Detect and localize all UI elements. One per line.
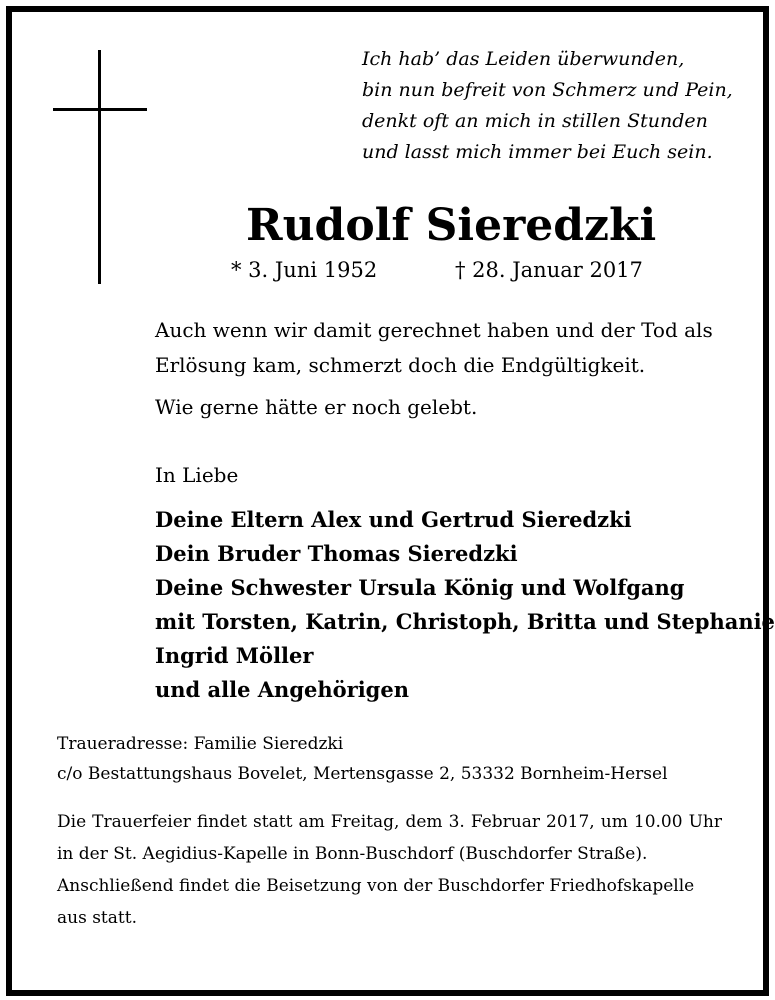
address-line: Traueradresse: Familie Sieredzki bbox=[57, 734, 344, 754]
ceremony-paragraph: Die Trauerfeier findet statt am Freitag, dem 3. Februar 2017, um 10.00 Uhr in der St. Aegidius-Kapelle in Bonn-Buschdorf (Buschdorfer Straße). bbox=[57, 812, 722, 864]
mourner-line: mit Torsten, Katrin, Christoph, Britta und Stephanie bbox=[155, 609, 775, 634]
poem bbox=[362, 44, 742, 168]
deceased-name: Rudolf Sieredzki bbox=[246, 200, 657, 251]
poem-line: und lasst mich immer bei Euch sein. bbox=[362, 141, 713, 163]
mourner-line: Deine Eltern Alex und Gertrud Sieredzki bbox=[155, 507, 632, 532]
message-line: Wie gerne hätte er noch gelebt. bbox=[155, 395, 478, 419]
mourner-line: und alle Angehörigen bbox=[155, 677, 409, 702]
message-line: Auch wenn wir damit gerechnet haben und der Tod als bbox=[155, 318, 713, 342]
mourner-line: Ingrid Möller bbox=[155, 643, 314, 668]
poem-line: Ich hab’ das Leiden überwunden, bbox=[362, 48, 685, 70]
poem-line: denkt oft an mich in stillen Stunden bbox=[362, 110, 708, 132]
burial-paragraph: Anschließend findet die Beisetzung von der Buschdorfer Friedhofskapelle aus statt. bbox=[57, 876, 695, 928]
poem-line: bin nun befreit von Schmerz und Pein, bbox=[362, 79, 733, 101]
ceremony-info bbox=[57, 806, 722, 934]
in-love-label: In Liebe bbox=[155, 463, 239, 487]
mourner-line: Deine Schwester Ursula König und Wolfgang bbox=[155, 575, 685, 600]
address-line: c/o Bestattungshaus Bovelet, Mertensgasse 2, 53332 Bornheim-Hersel bbox=[57, 764, 668, 784]
mourning-address bbox=[57, 729, 668, 789]
birth-date: * 3. Juni 1952 bbox=[231, 258, 378, 282]
cross-vertical-bar bbox=[98, 50, 101, 284]
message-line: Erlösung kam, schmerzt doch die Endgültigkeit. bbox=[155, 353, 646, 377]
death-date: † 28. Januar 2017 bbox=[455, 258, 643, 282]
mourners-list bbox=[155, 503, 775, 707]
cross-horizontal-bar bbox=[53, 108, 147, 111]
mourner-line: Dein Bruder Thomas Sieredzki bbox=[155, 541, 518, 566]
